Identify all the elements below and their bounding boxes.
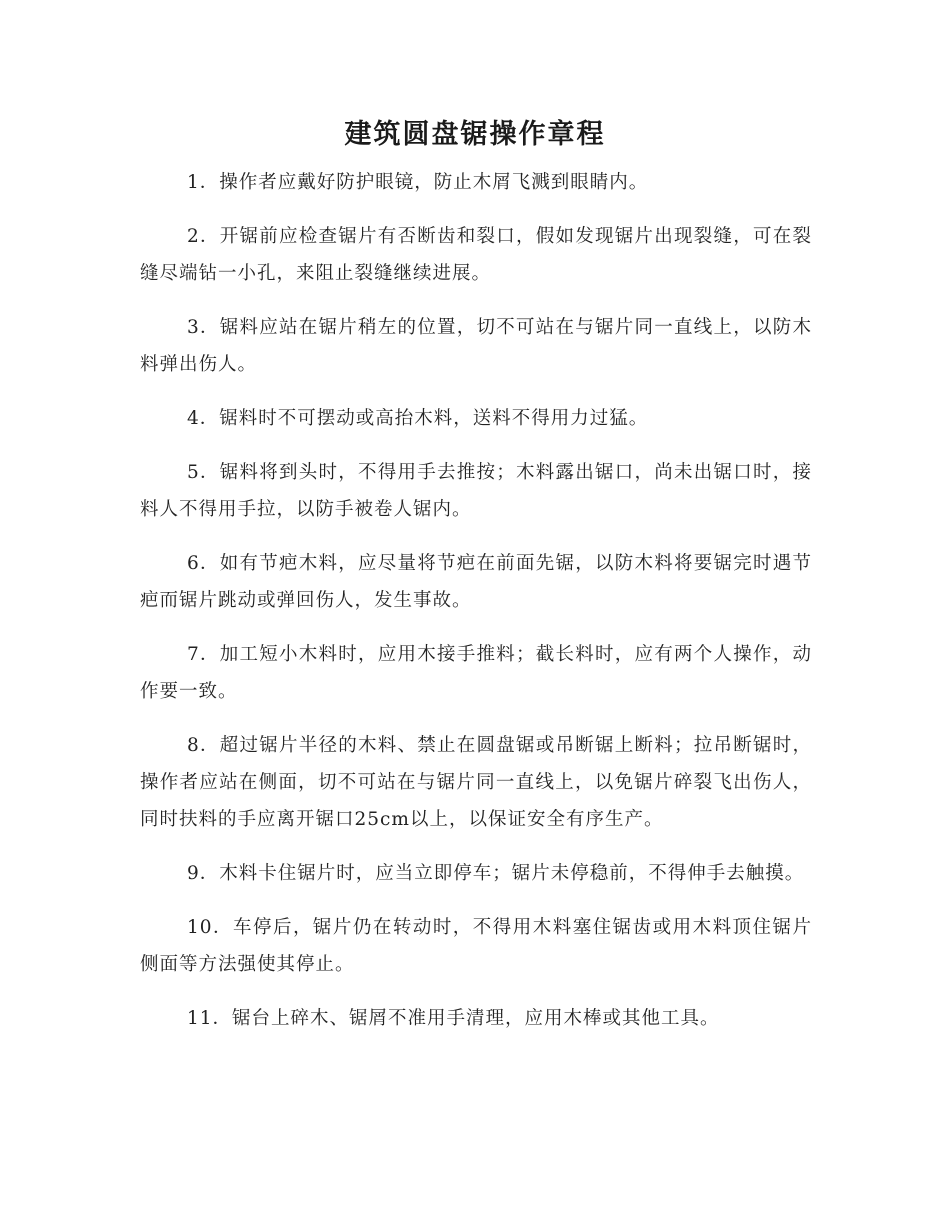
document-title: 建筑圆盘锯操作章程 (344, 119, 606, 150)
rule-paragraph-7: 7．加工短小木料时，应用木接手推料；截长料时，应有两个人操作，动作要一致。 (140, 644, 812, 702)
rule-paragraph-6: 6．如有节疤木料，应尽量将节疤在前面先锯，以防木料将要锯完时遇节疤而锯片跳动或弹回伤人，发生事故。 (140, 553, 812, 611)
document-body (140, 164, 812, 1054)
rule-paragraph-1: 1．操作者应戴好防护眼镜，防止木屑飞溅到眼睛内。 (187, 172, 649, 193)
rule-paragraph-4: 4．锯料时不可摆动或高抬木料，送料不得用力过猛。 (187, 408, 649, 429)
rule-paragraph-8: 8．超过锯片半径的木料、禁止在圆盘锯或吊断锯上断料；拉吊断锯时，操作者应站在侧面，切不可站在与锯片同一直线上，以免锯片碎裂飞出伤人，同时扶料的手应离开锯口25cm以上，以保证安全有序生产。 (140, 735, 812, 830)
rule-paragraph-10: 10．车停后，锯片仍在转动时，不得用木料塞住锯齿或用木料顶住锯片侧面等方法强使其停止。 (140, 917, 812, 975)
rule-paragraph-3: 3．锯料应站在锯片稍左的位置，切不可站在与锯片同一直线上，以防木料弹出伤人。 (140, 317, 812, 375)
rule-paragraph-11: 11．锯台上碎木、锯屑不准用手清理，应用木棒或其他工具。 (187, 1008, 720, 1029)
rule-paragraph-5: 5．锯料将到头时，不得用手去推按；木料露出锯口，尚未出锯口时，接料人不得用手拉，以防手被卷人锯内。 (140, 462, 812, 520)
rule-paragraph-9: 9．木料卡住锯片时，应当立即停车；锯片未停稳前，不得伸手去触摸。 (187, 863, 805, 884)
rule-paragraph-2: 2．开锯前应检查锯片有否断齿和裂口，假如发现锯片出现裂缝，可在裂缝尽端钻一小孔，来阻止裂缝继续进展。 (140, 226, 812, 284)
